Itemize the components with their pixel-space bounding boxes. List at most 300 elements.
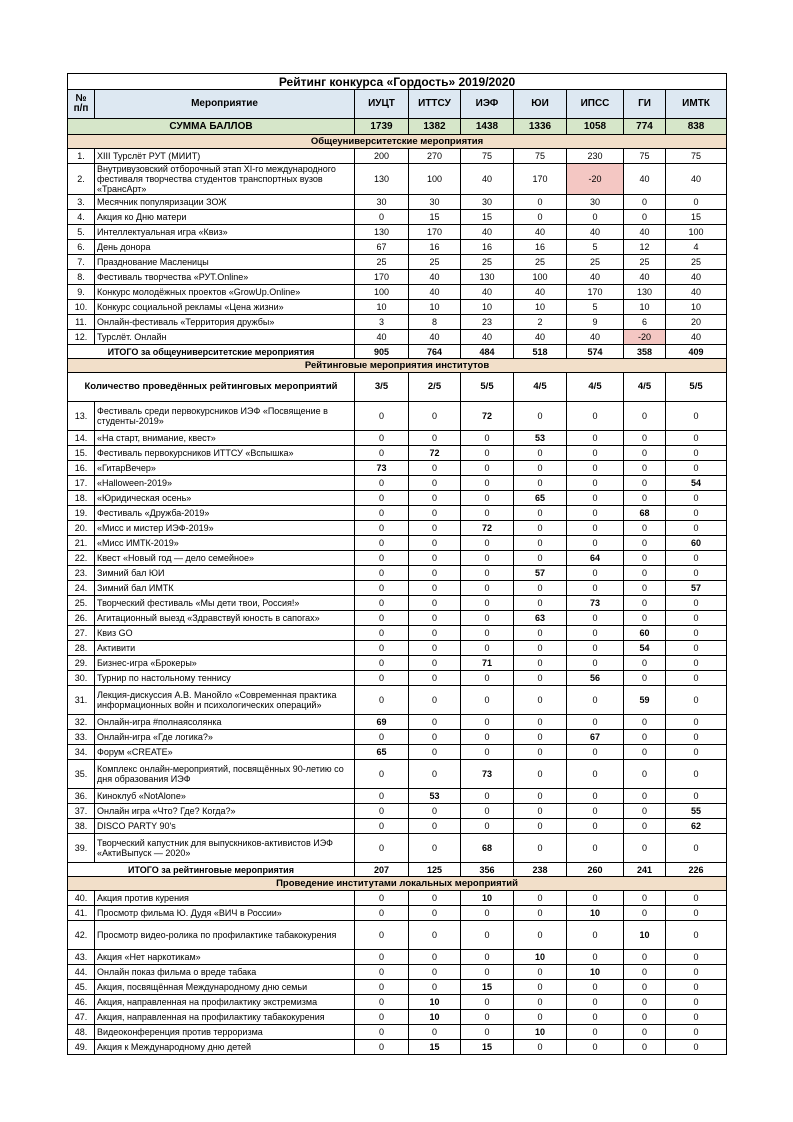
row-value: 6 <box>624 315 666 330</box>
row-value: 0 <box>514 789 567 804</box>
row-value: 0 <box>355 506 409 521</box>
row-number: 9. <box>68 285 95 300</box>
row-value: 100 <box>355 285 409 300</box>
row-value: 0 <box>624 656 666 671</box>
row-event-name: Квиз GO <box>95 626 355 641</box>
row-value: 0 <box>514 476 567 491</box>
row-value: 0 <box>567 745 624 760</box>
row-value: 0 <box>567 536 624 551</box>
total-value: 125 <box>409 863 461 877</box>
row-value: 68 <box>624 506 666 521</box>
count-value: 4/5 <box>624 373 666 402</box>
row-value: 72 <box>461 521 514 536</box>
total-row <box>68 345 727 359</box>
row-value: 10 <box>409 995 461 1010</box>
header-col: ИЭФ <box>461 90 514 119</box>
row-value: 25 <box>409 255 461 270</box>
table-body <box>68 74 727 1055</box>
table-row <box>68 656 727 671</box>
row-value: 0 <box>567 819 624 834</box>
rating-sheet <box>67 73 726 1055</box>
row-value: 0 <box>666 760 727 789</box>
row-value: 5 <box>567 300 624 315</box>
row-number: 35. <box>68 760 95 789</box>
row-value: 0 <box>461 476 514 491</box>
row-value: 0 <box>567 476 624 491</box>
row-value: 0 <box>409 476 461 491</box>
row-value: 0 <box>409 715 461 730</box>
row-event-name: Квест «Новый год — дело семейное» <box>95 551 355 566</box>
row-value: 0 <box>355 1010 409 1025</box>
row-value: 0 <box>461 491 514 506</box>
row-value: 0 <box>461 745 514 760</box>
row-value: 40 <box>355 330 409 345</box>
row-value: 0 <box>355 641 409 656</box>
row-number: 3. <box>68 195 95 210</box>
row-number: 7. <box>68 255 95 270</box>
row-value: 0 <box>514 745 567 760</box>
row-value: 0 <box>461 995 514 1010</box>
row-value: 0 <box>624 965 666 980</box>
row-value: 10 <box>514 1025 567 1040</box>
row-value: 0 <box>355 834 409 863</box>
row-value: 0 <box>567 804 624 819</box>
row-value: 23 <box>461 315 514 330</box>
row-value: 40 <box>624 225 666 240</box>
row-value: 0 <box>666 965 727 980</box>
row-value: 0 <box>666 686 727 715</box>
row-value: 0 <box>355 402 409 431</box>
row-number: 29. <box>68 656 95 671</box>
row-event-name: Комплекс онлайн-мероприятий, посвящённых 90-летию со дня образования ИЭФ <box>95 760 355 789</box>
total-label: ИТОГО за рейтинговые мероприятия <box>68 863 355 877</box>
row-event-name: Форум «CREATE» <box>95 745 355 760</box>
total-value: 207 <box>355 863 409 877</box>
row-value: 0 <box>355 536 409 551</box>
row-value: 59 <box>624 686 666 715</box>
row-value: 0 <box>666 461 727 476</box>
row-value: 4 <box>666 240 727 255</box>
table-row <box>68 402 727 431</box>
row-value: 0 <box>461 789 514 804</box>
row-value: 0 <box>567 1025 624 1040</box>
row-value: 0 <box>666 789 727 804</box>
row-value: 100 <box>514 270 567 285</box>
row-value: 25 <box>355 255 409 270</box>
row-value: 0 <box>514 965 567 980</box>
row-value: 0 <box>624 566 666 581</box>
row-value: 40 <box>624 164 666 195</box>
row-value: 0 <box>666 626 727 641</box>
row-value: 75 <box>461 149 514 164</box>
row-value: 64 <box>567 551 624 566</box>
row-value: 0 <box>409 506 461 521</box>
row-value: 75 <box>666 149 727 164</box>
section-title: Рейтинговые мероприятия институтов <box>68 359 727 373</box>
row-value: 0 <box>666 745 727 760</box>
row-value: 0 <box>666 566 727 581</box>
table-row <box>68 715 727 730</box>
row-value: 0 <box>461 686 514 715</box>
row-value: 0 <box>514 834 567 863</box>
row-value: 0 <box>355 730 409 745</box>
row-value: 0 <box>514 656 567 671</box>
row-value: 270 <box>409 149 461 164</box>
row-value: 16 <box>461 240 514 255</box>
row-value: 0 <box>514 980 567 995</box>
row-number: 19. <box>68 506 95 521</box>
row-number: 14. <box>68 431 95 446</box>
row-value: 0 <box>624 461 666 476</box>
section-row <box>68 359 727 373</box>
row-value: 0 <box>409 921 461 950</box>
table-row <box>68 330 727 345</box>
row-event-name: «Юридическая осень» <box>95 491 355 506</box>
total-value: 764 <box>409 345 461 359</box>
sum-label: СУММА БАЛЛОВ <box>68 119 355 135</box>
total-value: 358 <box>624 345 666 359</box>
total-value: 226 <box>666 863 727 877</box>
row-value: 0 <box>514 446 567 461</box>
row-value: 0 <box>461 804 514 819</box>
table-row <box>68 149 727 164</box>
row-number: 15. <box>68 446 95 461</box>
row-value: 0 <box>355 965 409 980</box>
row-value: 0 <box>461 1010 514 1025</box>
row-event-name: Творческий капустник для выпускников-активистов ИЭФ «АктиВыпуск — 2020» <box>95 834 355 863</box>
count-value: 4/5 <box>567 373 624 402</box>
row-value: 0 <box>666 730 727 745</box>
row-event-name: Онлайн-игра «Где логика?» <box>95 730 355 745</box>
row-value: 40 <box>461 164 514 195</box>
row-value: 30 <box>355 195 409 210</box>
row-value: 0 <box>666 641 727 656</box>
row-value: 0 <box>567 789 624 804</box>
table-row <box>68 566 727 581</box>
row-number: 12. <box>68 330 95 345</box>
row-value: 57 <box>514 566 567 581</box>
row-value: 57 <box>666 581 727 596</box>
row-value: 40 <box>567 270 624 285</box>
row-number: 4. <box>68 210 95 225</box>
row-value: 0 <box>355 596 409 611</box>
table-row <box>68 491 727 506</box>
row-value: 0 <box>355 446 409 461</box>
row-value: 0 <box>666 834 727 863</box>
table-row <box>68 506 727 521</box>
row-value: 0 <box>461 641 514 656</box>
count-value: 5/5 <box>666 373 727 402</box>
row-value: 0 <box>461 1025 514 1040</box>
row-value: 73 <box>461 760 514 789</box>
row-value: 170 <box>514 164 567 195</box>
table-row <box>68 596 727 611</box>
row-value: 0 <box>624 715 666 730</box>
row-value: 0 <box>514 506 567 521</box>
row-value: 54 <box>666 476 727 491</box>
table-row <box>68 891 727 906</box>
row-event-name: Просмотр видео-ролика по профилактике табакокурения <box>95 921 355 950</box>
row-number: 22. <box>68 551 95 566</box>
row-value: 0 <box>567 566 624 581</box>
row-value: 0 <box>355 980 409 995</box>
table-row <box>68 921 727 950</box>
row-value: 30 <box>461 195 514 210</box>
total-value: 484 <box>461 345 514 359</box>
row-value: 230 <box>567 149 624 164</box>
row-value: 16 <box>514 240 567 255</box>
row-value: 25 <box>624 255 666 270</box>
row-value: 0 <box>624 1010 666 1025</box>
row-value: 15 <box>666 210 727 225</box>
row-value: 60 <box>666 536 727 551</box>
row-value: 15 <box>409 210 461 225</box>
row-event-name: Видеоконференция против терроризма <box>95 1025 355 1040</box>
row-value: 0 <box>567 1010 624 1025</box>
count-row <box>68 373 727 402</box>
row-number: 13. <box>68 402 95 431</box>
row-value: 40 <box>567 225 624 240</box>
row-event-name: Активити <box>95 641 355 656</box>
table-row <box>68 521 727 536</box>
row-event-name: Акция «Нет наркотикам» <box>95 950 355 965</box>
row-value: 0 <box>514 819 567 834</box>
row-value: 0 <box>461 566 514 581</box>
total-value: 574 <box>567 345 624 359</box>
table-row <box>68 995 727 1010</box>
sum-value: 1336 <box>514 119 567 135</box>
row-value: 54 <box>624 641 666 656</box>
row-value: 2 <box>514 315 567 330</box>
row-value: 40 <box>409 285 461 300</box>
row-value: 0 <box>461 431 514 446</box>
row-value: 0 <box>666 656 727 671</box>
row-value: 10 <box>514 300 567 315</box>
row-event-name: Фестиваль «Дружба-2019» <box>95 506 355 521</box>
row-value: 0 <box>355 921 409 950</box>
table-row <box>68 950 727 965</box>
row-event-name: Киноклуб «NotAlone» <box>95 789 355 804</box>
row-value: 10 <box>461 300 514 315</box>
row-event-name: XIII Турслёт РУТ (МИИТ) <box>95 149 355 164</box>
row-value: 0 <box>567 446 624 461</box>
row-value: 0 <box>461 671 514 686</box>
row-value: 0 <box>355 656 409 671</box>
row-value: 0 <box>514 536 567 551</box>
row-value: 0 <box>624 804 666 819</box>
row-value: 53 <box>514 431 567 446</box>
row-value: 0 <box>461 596 514 611</box>
table-row <box>68 965 727 980</box>
table-row <box>68 255 727 270</box>
row-value: 0 <box>409 745 461 760</box>
row-value: 0 <box>409 686 461 715</box>
table-row <box>68 581 727 596</box>
row-value: 0 <box>624 521 666 536</box>
row-value: 40 <box>409 330 461 345</box>
row-value: 0 <box>666 1040 727 1055</box>
row-value: 0 <box>409 1025 461 1040</box>
table-row <box>68 195 727 210</box>
row-event-name: Зимний бал ИМТК <box>95 581 355 596</box>
total-value: 518 <box>514 345 567 359</box>
row-value: 0 <box>624 745 666 760</box>
row-value: 0 <box>624 834 666 863</box>
row-value: 0 <box>409 551 461 566</box>
row-value: 0 <box>624 431 666 446</box>
row-value: 40 <box>666 164 727 195</box>
table-row <box>68 760 727 789</box>
table-row <box>68 315 727 330</box>
row-number: 28. <box>68 641 95 656</box>
row-value: -20 <box>567 164 624 195</box>
row-value: 0 <box>514 581 567 596</box>
row-value: 170 <box>409 225 461 240</box>
row-event-name: Онлайн-фестиваль «Территория дружбы» <box>95 315 355 330</box>
table-row <box>68 641 727 656</box>
row-value: 0 <box>666 891 727 906</box>
row-value: 0 <box>567 491 624 506</box>
row-value: 0 <box>567 506 624 521</box>
row-value: 200 <box>355 149 409 164</box>
row-value: 0 <box>567 611 624 626</box>
row-value: 67 <box>567 730 624 745</box>
row-value: 10 <box>355 300 409 315</box>
row-number: 26. <box>68 611 95 626</box>
row-event-name: Онлайн-игра #полнаясолянка <box>95 715 355 730</box>
row-value: 0 <box>567 656 624 671</box>
table-row <box>68 671 727 686</box>
row-value: 10 <box>666 300 727 315</box>
row-value: 15 <box>461 980 514 995</box>
table-row <box>68 804 727 819</box>
row-value: 0 <box>461 551 514 566</box>
row-number: 24. <box>68 581 95 596</box>
row-number: 45. <box>68 980 95 995</box>
row-event-name: Фестиваль творчества «РУТ.Online» <box>95 270 355 285</box>
row-value: 0 <box>514 402 567 431</box>
row-value: 62 <box>666 819 727 834</box>
row-value: 0 <box>409 980 461 995</box>
row-event-name: Творческий фестиваль «Мы дети твои, Россия!» <box>95 596 355 611</box>
row-value: 40 <box>567 330 624 345</box>
row-number: 49. <box>68 1040 95 1055</box>
row-value: 0 <box>355 906 409 921</box>
row-value: 0 <box>624 819 666 834</box>
row-value: 60 <box>624 626 666 641</box>
row-event-name: Турнир по настольному теннису <box>95 671 355 686</box>
row-value: 0 <box>514 671 567 686</box>
row-value: 0 <box>666 521 727 536</box>
row-value: 67 <box>355 240 409 255</box>
row-number: 30. <box>68 671 95 686</box>
row-value: 0 <box>514 210 567 225</box>
table-row <box>68 906 727 921</box>
row-value: 100 <box>666 225 727 240</box>
row-value: 0 <box>624 789 666 804</box>
row-value: 10 <box>409 300 461 315</box>
row-value: 15 <box>461 210 514 225</box>
row-value: 0 <box>567 980 624 995</box>
row-value: 0 <box>409 596 461 611</box>
header-col: ГИ <box>624 90 666 119</box>
row-number: 34. <box>68 745 95 760</box>
row-value: 0 <box>624 596 666 611</box>
sum-value: 838 <box>666 119 727 135</box>
rating-table <box>67 73 727 1055</box>
total-value: 241 <box>624 863 666 877</box>
row-value: 0 <box>409 950 461 965</box>
row-value: 0 <box>567 950 624 965</box>
title-row <box>68 74 727 90</box>
table-row <box>68 1025 727 1040</box>
row-value: 0 <box>355 431 409 446</box>
row-value: 0 <box>409 626 461 641</box>
row-value: 0 <box>567 626 624 641</box>
section-row <box>68 877 727 891</box>
table-row <box>68 611 727 626</box>
row-value: 0 <box>514 461 567 476</box>
row-value: 0 <box>355 686 409 715</box>
header-event: Мероприятие <box>95 90 355 119</box>
row-event-name: Акция, направленная на профилактику табакокурения <box>95 1010 355 1025</box>
total-label: ИТОГО за общеуниверситетские мероприятия <box>68 345 355 359</box>
row-value: 75 <box>514 149 567 164</box>
row-value: 0 <box>461 950 514 965</box>
row-value: 0 <box>355 626 409 641</box>
row-event-name: Конкурс молодёжных проектов «GrowUp.Online» <box>95 285 355 300</box>
row-value: 130 <box>355 164 409 195</box>
row-number: 23. <box>68 566 95 581</box>
row-value: 0 <box>514 1040 567 1055</box>
row-value: 0 <box>355 476 409 491</box>
row-value: 0 <box>461 536 514 551</box>
row-value: 0 <box>666 491 727 506</box>
row-value: 0 <box>624 611 666 626</box>
row-value: 0 <box>409 834 461 863</box>
row-value: 40 <box>666 285 727 300</box>
row-value: 0 <box>461 626 514 641</box>
row-event-name: Месячник популяризации ЗОЖ <box>95 195 355 210</box>
row-value: 0 <box>355 611 409 626</box>
sum-value: 1382 <box>409 119 461 135</box>
row-value: 40 <box>461 330 514 345</box>
row-value: 0 <box>514 1010 567 1025</box>
row-value: 25 <box>666 255 727 270</box>
row-value: 40 <box>461 285 514 300</box>
table-row <box>68 789 727 804</box>
row-value: 0 <box>409 656 461 671</box>
row-value: 20 <box>666 315 727 330</box>
row-value: 0 <box>624 760 666 789</box>
table-row <box>68 210 727 225</box>
row-value: 0 <box>514 596 567 611</box>
table-row <box>68 730 727 745</box>
table-row <box>68 300 727 315</box>
row-value: 0 <box>461 461 514 476</box>
row-value: 0 <box>567 210 624 225</box>
row-value: 0 <box>624 1040 666 1055</box>
row-value: 0 <box>666 611 727 626</box>
page-title: Рейтинг конкурса «Гордость» 2019/2020 <box>68 74 727 90</box>
row-event-name: Онлайн показ фильма о вреде табака <box>95 965 355 980</box>
row-value: 73 <box>355 461 409 476</box>
row-value: 10 <box>514 950 567 965</box>
row-value: 0 <box>409 611 461 626</box>
row-value: 40 <box>461 225 514 240</box>
row-event-name: «Мисс ИМТК-2019» <box>95 536 355 551</box>
row-value: 0 <box>514 626 567 641</box>
